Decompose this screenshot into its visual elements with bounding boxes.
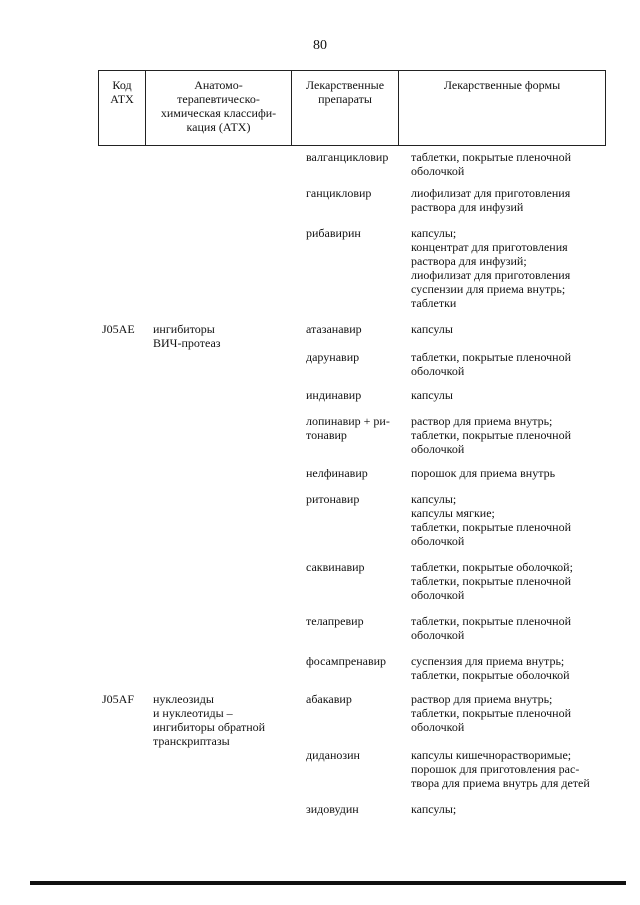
form-cell: раствор для приема внутрь; таблетки, покрытые пленочной оболочкой [411,414,572,456]
atx-code: J05AF [102,692,135,706]
form-cell: капсулы кишечнорастворимые; порошок для приготовления рас- твора для приема внутрь для детей [411,748,590,790]
drug-cell: ганцикловир [306,186,372,200]
classification-cell: нуклеозиды и нуклеотиды – ингибиторы обратной транскриптазы [153,692,266,748]
header-classification: Анатомо- терапевтическо- химическая классифи- кация (АТХ) [146,71,292,145]
form-cell: лиофилизат для приготовления раствора для инфузий [411,186,571,214]
drug-cell: валганцикловир [306,150,389,164]
drug-cell: саквинавир [306,560,365,574]
form-cell: порошок для приема внутрь [411,466,556,480]
form-cell: раствор для приема внутрь; таблетки, покрытые пленочной оболочкой [411,692,572,734]
drug-cell: диданозин [306,748,360,762]
drug-cell: индинавир [306,388,362,402]
drug-cell: телапревир [306,614,364,628]
drug-cell: зидовудин [306,802,359,816]
drug-cell: дарунавир [306,350,360,364]
drug-cell: рибавирин [306,226,361,240]
form-cell: таблетки, покрытые оболочкой; таблетки, покрытые пленочной оболочкой [411,560,573,602]
drug-cell: лопинавир + ри- тонавир [306,414,390,442]
form-cell: таблетки, покрытые пленочной оболочкой [411,350,572,378]
bottom-rule [30,881,626,885]
form-cell: капсулы; концентрат для приготовления раствора для инфузий; лиофилизат для приготовления суспензии для приема внутрь; таблетки [411,226,571,310]
form-cell: таблетки, покрытые пленочной оболочкой [411,614,572,642]
page-number: 80 [313,38,327,53]
header-drugs: Лекарственные препараты [292,71,399,145]
classification-cell: ингибиторы ВИЧ-протеаз [153,322,221,350]
form-cell: капсулы; капсулы мягкие; таблетки, покрытые пленочной оболочкой [411,492,572,548]
drug-cell: абакавир [306,692,352,706]
form-cell: таблетки, покрытые пленочной оболочкой [411,150,572,178]
form-cell: суспензия для приема внутрь; таблетки, покрытые оболочкой [411,654,570,682]
drug-cell: нелфинавир [306,466,368,480]
atx-code: J05AE [102,322,135,336]
table-header [98,70,606,146]
drug-cell: ритонавир [306,492,360,506]
header-code: Код АТХ [99,71,146,145]
drug-cell: фосампренавир [306,654,387,668]
header-forms: Лекарственные формы [443,78,561,92]
form-cell: капсулы [411,388,453,402]
form-cell: капсулы [411,322,453,336]
form-cell: капсулы; [411,802,457,816]
drug-cell: атазанавир [306,322,362,336]
